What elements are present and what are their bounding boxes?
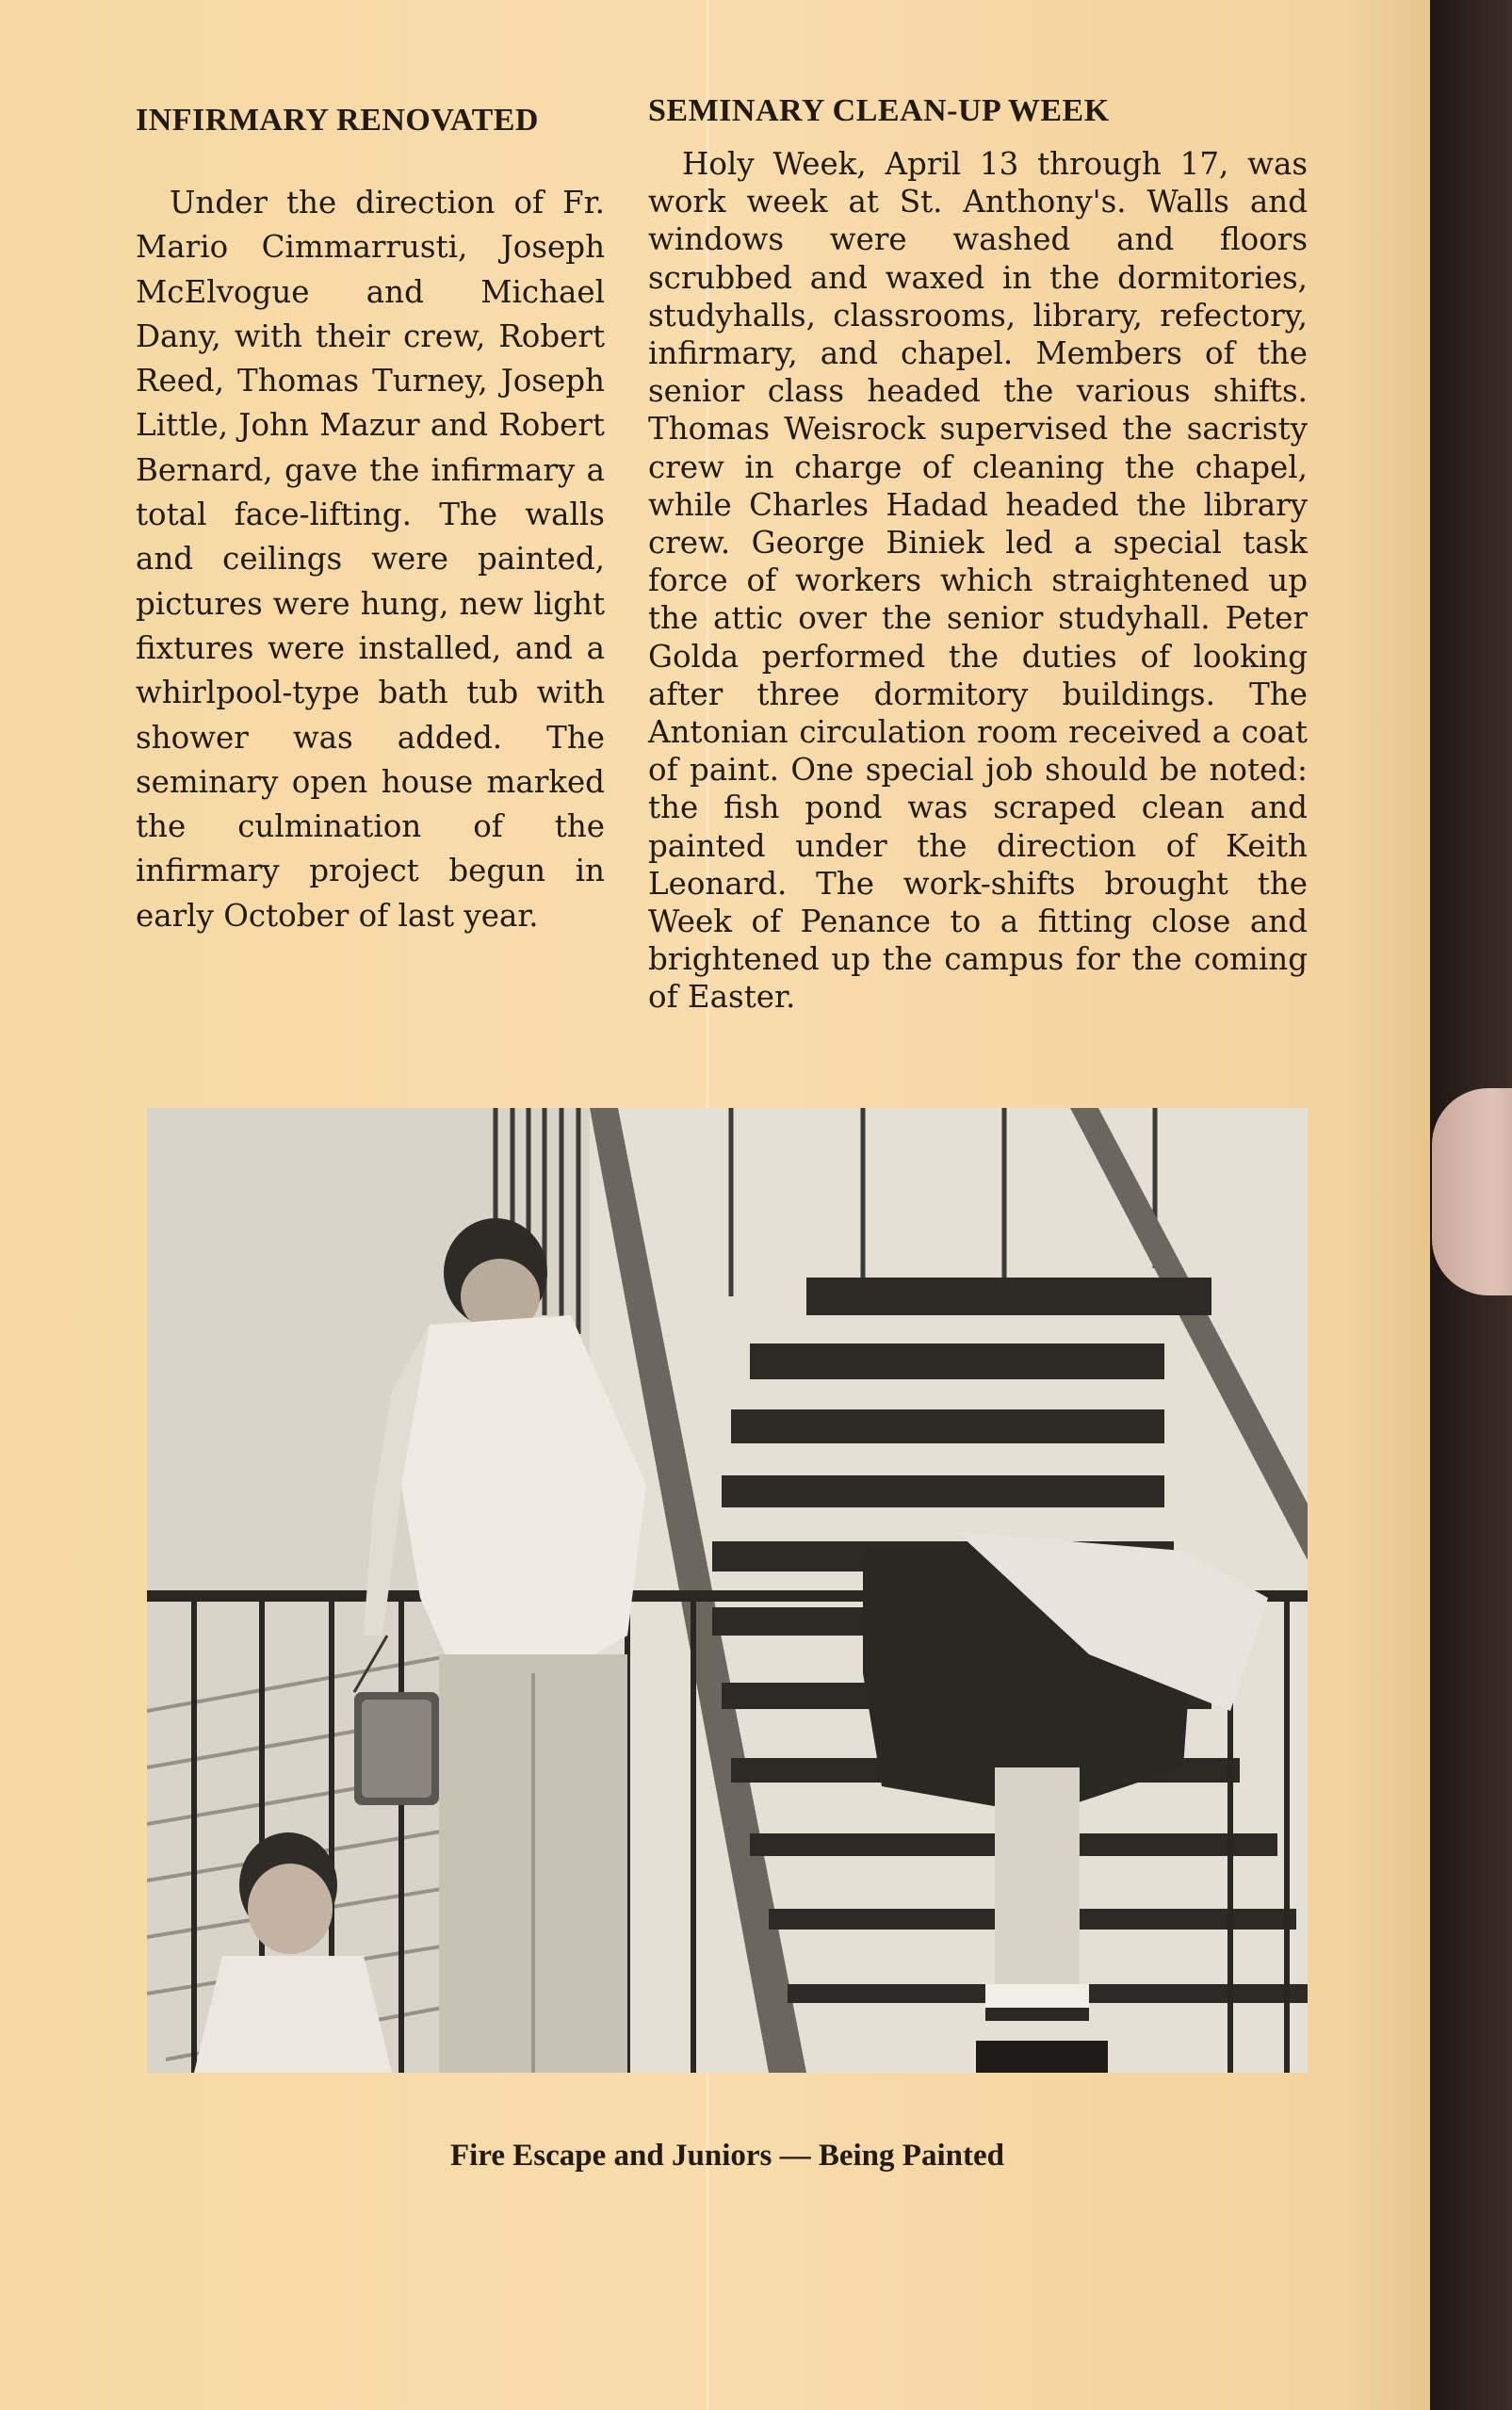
infirmary-article <box>136 98 605 938</box>
cleanup-article <box>648 89 1308 1017</box>
infirmary-article-body: Under the direction of Fr. Mario Cimmarrusti, Joseph McElvogue and Michael Dany, with their crew, Robert Reed, Thomas Turney, Joseph Little, John Mazur and Robert Bernard, gave the infirmary a total face-lifting. The walls and ceilings were painted, pictures were hung, new light fixtures were installed, and a whirlpool-type bath tub with shower was added. The seminary open house marked the culmination of the infirmary project begun in early October of last year. <box>136 185 605 934</box>
cleanup-article-title: SEMINARY CLEAN-UP WEEK <box>648 93 1110 128</box>
fire-escape-photo <box>147 1108 1308 2073</box>
photo-caption: Fire Escape and Juniors — Being Painted <box>450 2139 1004 2173</box>
cleanup-article-body: Holy Week, April 13 through 17, was work week at St. Anthony's. Walls and windows were washed and floors scrubbed and waxed in the dormitories, studyhalls, classrooms, library, refectory, infirmary, and chapel. Members of the senior class headed the various shifts. Thomas Weisrock supervised the sacristy crew in charge of cleaning the chapel, while Charles Hadad headed the library crew. George Biniek led a special task force of workers which straightened up the attic over the senior studyhall. Peter Golda performed the duties of looking after three dormitory buildings. The Antonian circulation room received a coat of paint. One special job should be noted: the fish pond was scraped clean and painted under the direction of Keith Leonard. The work-shifts brought the Week of Penance to a fitting close and brightened up the campus for the coming of Easter. <box>648 146 1308 1016</box>
thumb-holding-page <box>1432 1088 1512 1295</box>
infirmary-article-title: INFIRMARY RENOVATED <box>136 103 539 138</box>
